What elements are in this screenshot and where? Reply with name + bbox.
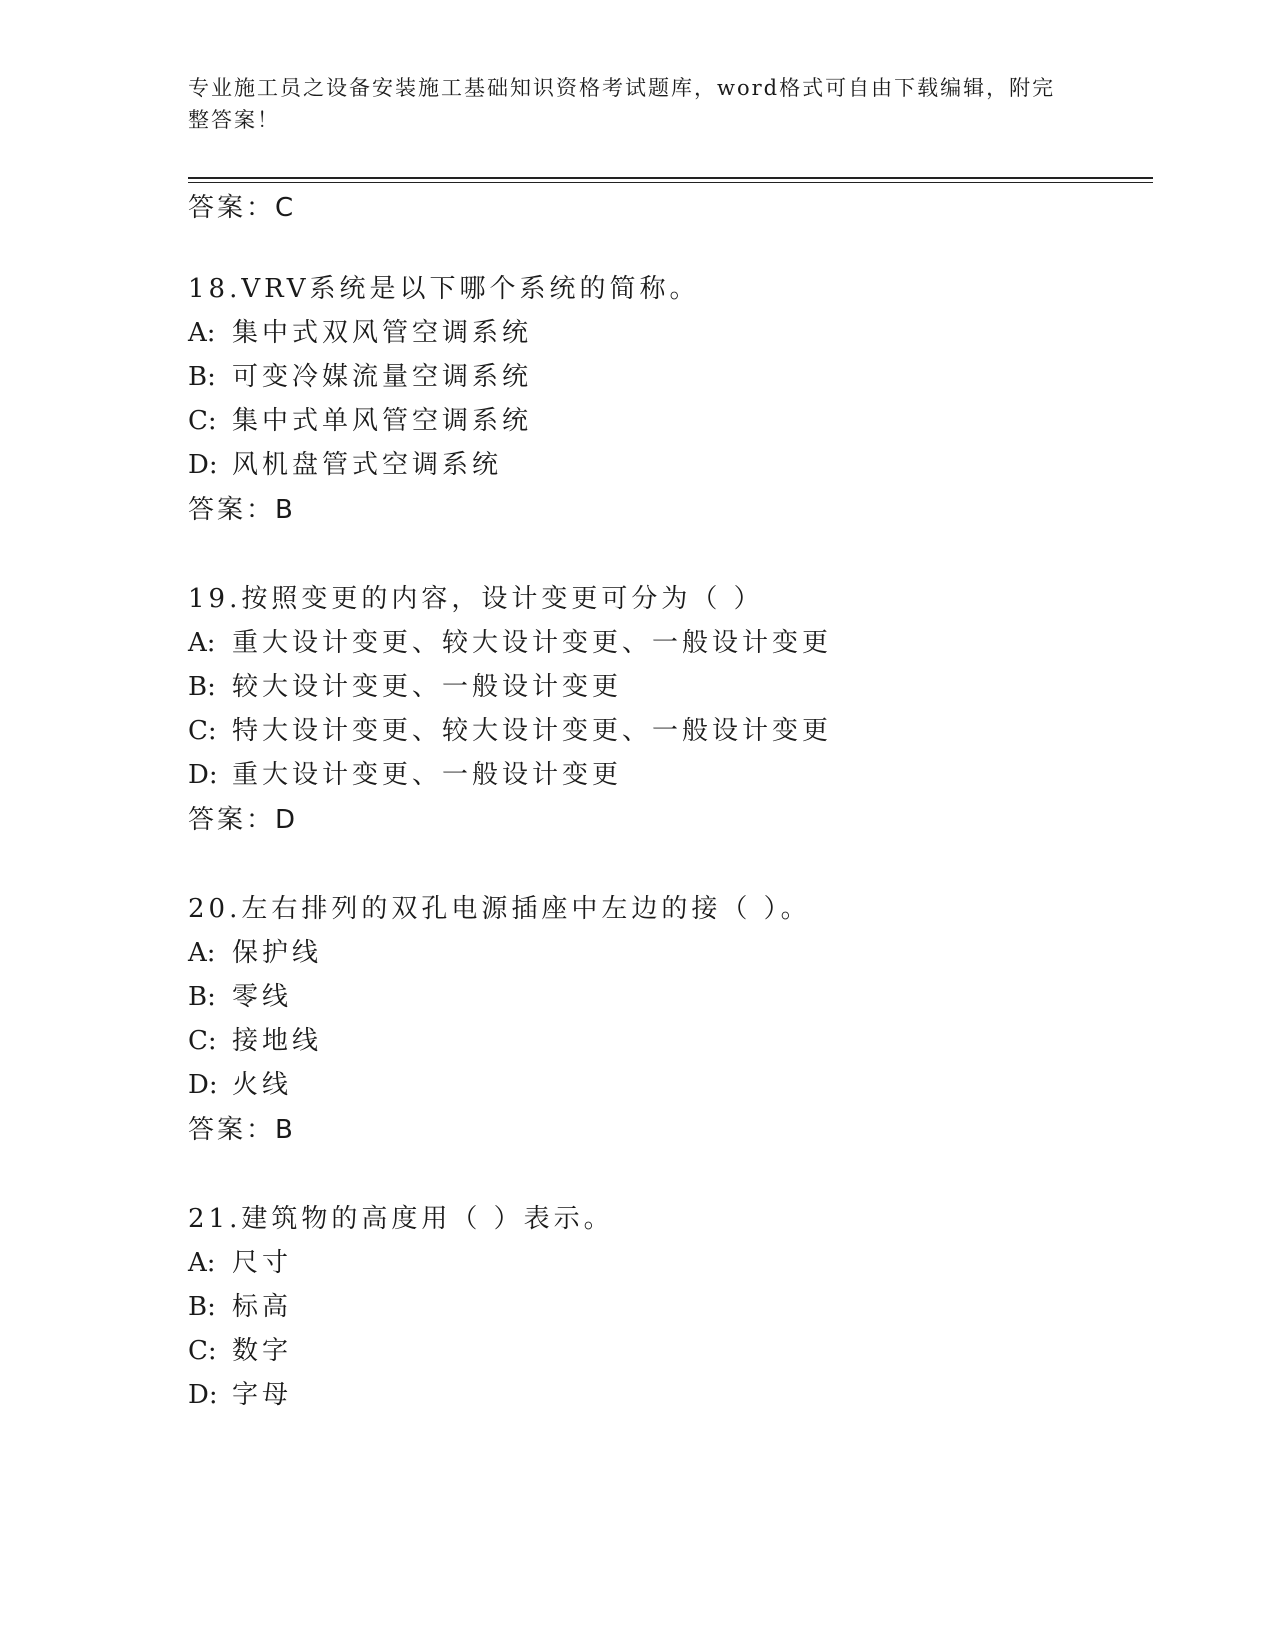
option-line [188,404,532,438]
option-line [188,360,532,394]
option-label: D: [188,760,218,790]
option-text: 特大设计变更、较大设计变更、一般设计变更 [232,716,833,746]
option-line [188,1378,292,1412]
option-line [188,1246,292,1280]
option-label: B: [188,1292,216,1322]
option-text: 零线 [232,982,293,1012]
option-text: 重大设计变更、较大设计变更、一般设计变更 [232,628,833,658]
answer-line: 答案：D [188,805,299,835]
question-stem: 21.建筑物的高度用（ ）表示。 [188,1204,614,1234]
option-label: C: [188,716,217,746]
option-text: 火线 [232,1070,293,1100]
option-text: 字母 [232,1380,293,1410]
option-line [188,316,532,350]
option-text: 接地线 [232,1026,323,1056]
option-text: 保护线 [232,938,323,968]
option-line [188,448,502,482]
option-label: A: [188,318,216,348]
question-stem: 19.按照变更的内容，设计变更可分为（ ） [188,584,764,614]
question-stem: 20.左右排列的双孔电源插座中左边的接（ ）。 [188,894,811,924]
option-text: 集中式双风管空调系统 [232,318,533,348]
answer-line: 答案：B [188,1115,296,1145]
option-line [188,714,832,748]
option-label: D: [188,1380,218,1410]
option-label: C: [188,1336,217,1366]
option-text: 风机盘管式空调系统 [232,450,503,480]
option-line [188,1024,322,1058]
option-label: B: [188,982,216,1012]
option-line [188,670,622,704]
option-label: C: [188,406,217,436]
option-text: 较大设计变更、一般设计变更 [232,672,623,702]
option-label: B: [188,362,216,392]
option-line [188,626,832,660]
option-line [188,1334,292,1368]
option-line [188,936,322,970]
option-text: 重大设计变更、一般设计变更 [232,760,623,790]
option-label: C: [188,1026,217,1056]
header-divider-thin [188,182,1153,183]
option-label: B: [188,672,216,702]
option-label: D: [188,450,218,480]
option-line [188,1068,292,1102]
header-divider-thick [188,177,1153,179]
answer-line: 答案：B [188,495,296,525]
option-label: D: [188,1070,218,1100]
option-label: A: [188,938,216,968]
option-text: 尺寸 [232,1248,293,1278]
option-label: A: [188,628,216,658]
option-text: 标高 [232,1292,293,1322]
option-line [188,758,622,792]
option-text: 可变冷媒流量空调系统 [232,362,533,392]
option-line [188,980,292,1014]
option-text: 数字 [232,1336,293,1366]
question-stem: 18.VRV系统是以下哪个系统的简称。 [188,274,700,304]
document-header: 专业施工员之设备安装施工基础知识资格考试题库，word格式可自由下载编辑，附完整答案！ [188,76,1056,132]
answer-line: 答案：C [188,193,297,223]
option-label: A: [188,1248,216,1278]
option-text: 集中式单风管空调系统 [232,406,533,436]
option-line [188,1290,292,1324]
